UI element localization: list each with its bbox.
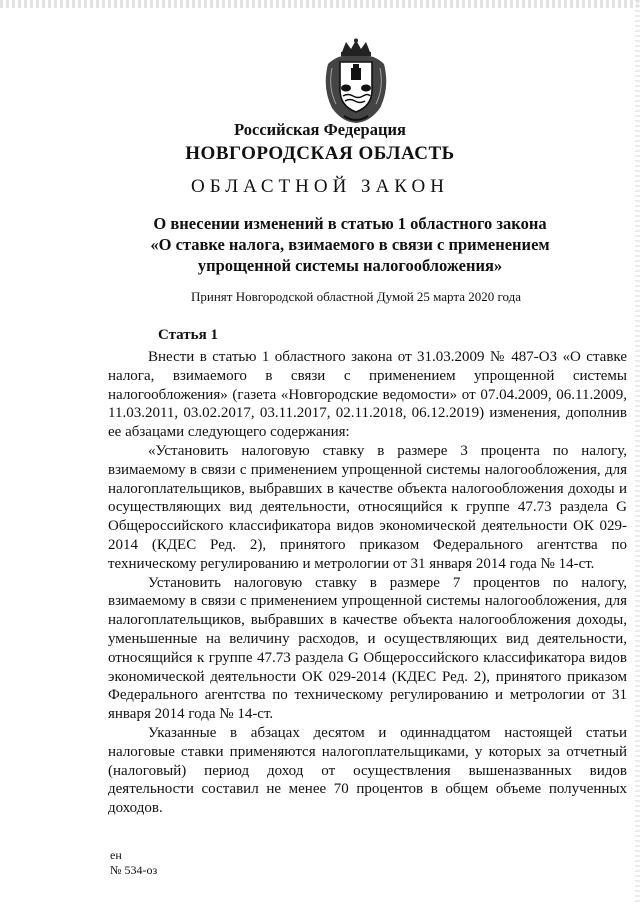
article-body [108, 348, 627, 818]
law-title-line: упрощенной системы налогообложения» [197, 256, 503, 275]
law-type: ОБЛАСТНОЙ ЗАКОН [191, 176, 449, 197]
article-heading: Статья 1 [158, 327, 218, 343]
article-paragraph: «Установить налоговую ставку в размере 3 процента по налогу, взимаемому в связи с применением упрощенной системы налогообложения, для налогоплательщиков, выбравших в качестве объекта налогообложения доходы и осуществляющих вид деятельности, относящийся к группе 47.73 раздела G Общероссийского классификатора видов экономической деятельности ОК 029-2014 (КДЕС Ред. 2), принятого приказом Федерального агентства по техническому регулированию и метрологии от 31 января 2014 года № 14-ст. [108, 442, 627, 572]
coat-of-arms-icon [318, 38, 394, 124]
article-paragraph: Указанные в абзацах десятом и одиннадцатом настоящей статьи налоговые ставки применяются налогоплательщиками, у которых за отчетный (налоговый) период доход от осуществления вышеназванных видов деятельности составил не менее 70 процентов в общем объеме полученных доходов. [108, 724, 627, 817]
scan-artifact-top [0, 0, 640, 8]
adoption-note: Принят Новгородской областной Думой 25 марта 2020 года [190, 289, 522, 304]
article-paragraph: Установить налоговую ставку в размере 7 процентов по налогу, взимаемому в связи с применением упрощенной системы налогообложения, для налогоплательщиков, выбравших в качестве объекта налогообложения доходы, уменьшенные на величину расходов, и осуществляющих вид деятельности, относящийся к группе 47.73 раздела G Общероссийского классификатора видов экономической деятельности ОК 029-2014 (КДЕС Ред. 2), принятого приказом Федерального агентства по техническому регулированию и метрологии от 31 января 2014 года № 14-ст. [108, 574, 627, 723]
law-title [60, 213, 640, 276]
law-title-line: О внесении изменений в статью 1 областного закона [153, 214, 547, 233]
country-name: Российская Федерация [234, 120, 406, 139]
document-code [110, 848, 157, 878]
article-paragraph: Внести в статью 1 областного закона от 31.03.2009 № 487-ОЗ «О ставке налога, взимаемого в связи с применением упрощенной системы налогообложения» (газета «Новгородские ведомости» от 07.04.2009, 06.11.2009, 11.03.2011, 03.02.2017, 03.11.2017, 02.11.2018, 06.12.2019) изменения, дополнив ее абзацами следующего содержания: [108, 349, 627, 441]
law-title-line: «О ставке налога, взимаемого в связи с применением [150, 235, 550, 254]
executor-initials: ен [110, 848, 122, 862]
document-number: № 534-оз [110, 863, 158, 877]
region-name: НОВГОРОДСКАЯ ОБЛАСТЬ [185, 143, 455, 164]
